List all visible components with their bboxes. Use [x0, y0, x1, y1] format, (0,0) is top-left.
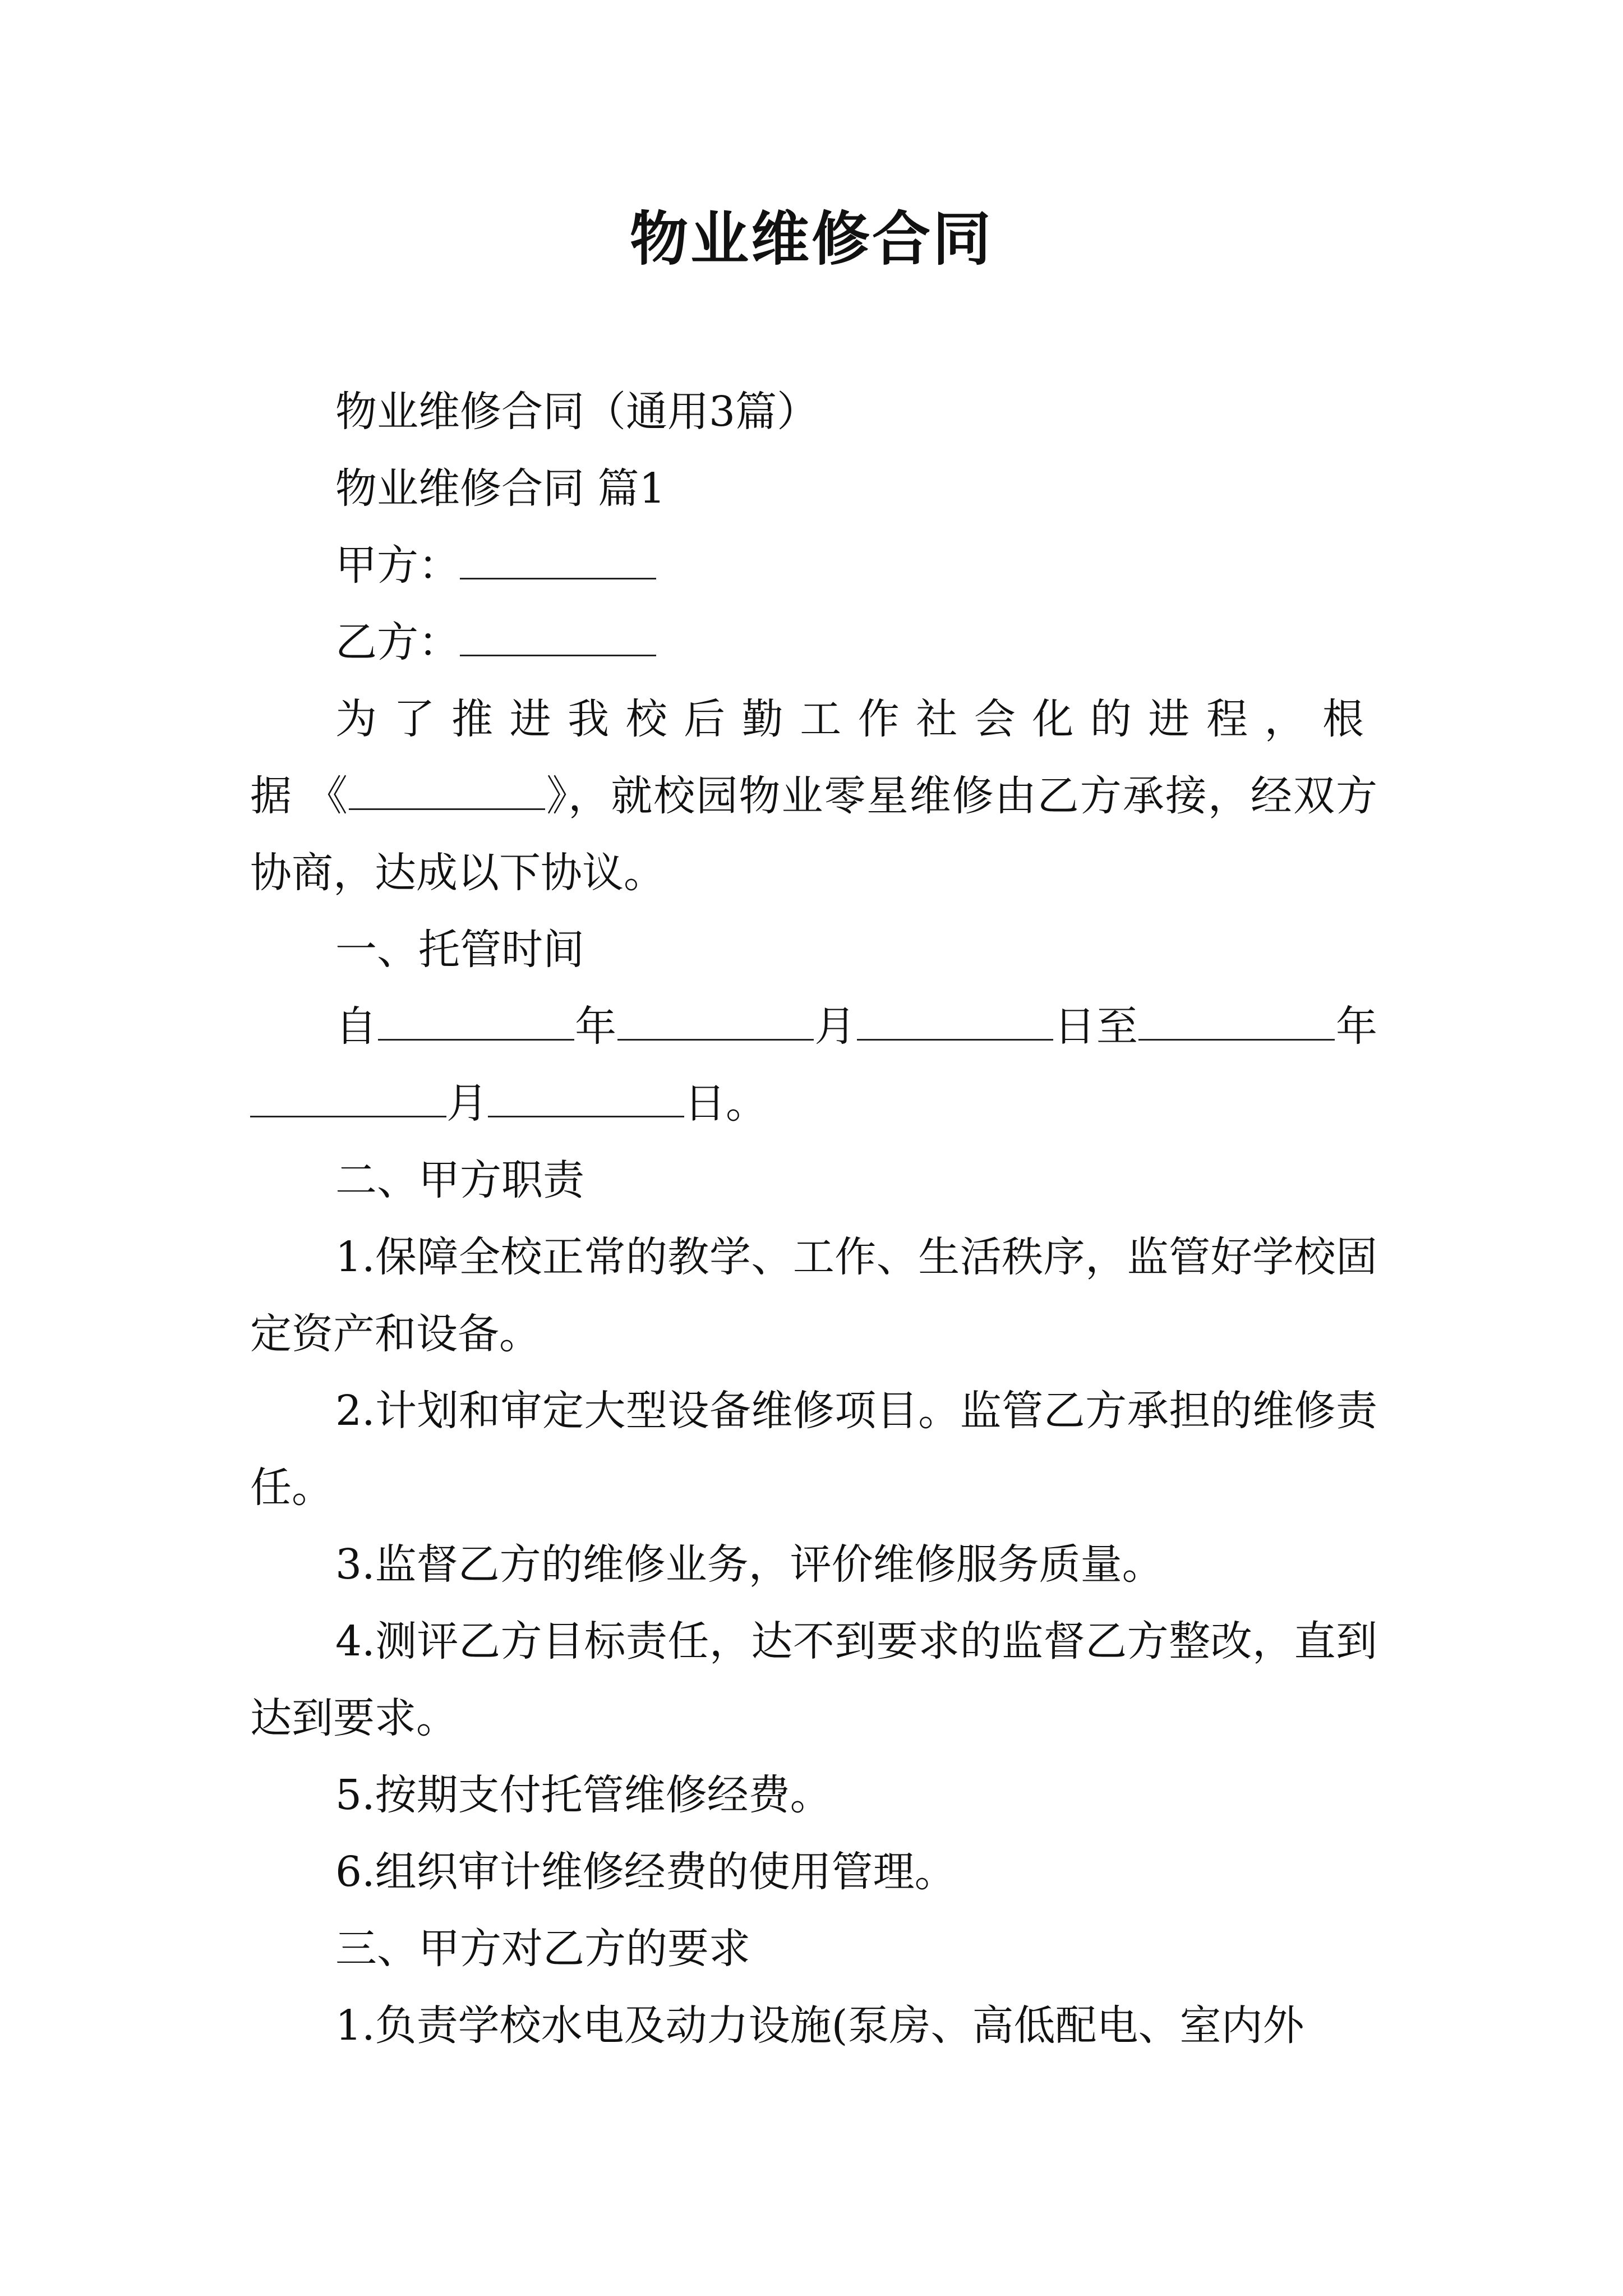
section-heading-3: 三、甲方对乙方的要求	[335, 1925, 750, 1973]
part-heading: 物业维修合同 篇1	[335, 464, 666, 513]
subtitle: 物业维修合同（通用3篇）	[335, 388, 819, 436]
party-b-label: 乙方：	[335, 618, 460, 666]
intro-open-bracket: 《	[306, 772, 349, 820]
party-a-duty-2: 2.计划和审定大型设备维修项目。监管乙方承担的维修责任。	[250, 1387, 1377, 1512]
intro-text-1: 为了推进我校后勤工作社会化的进程，根据	[250, 695, 1377, 820]
section-heading-1: 一、托管时间	[335, 926, 584, 974]
term-start-year-blank	[378, 1001, 574, 1041]
term-end-month-blank	[250, 1078, 446, 1117]
term-start-month-blank	[617, 1001, 814, 1041]
term-year-label: 年	[574, 1002, 617, 1051]
party-a-duty-3: 3.监督乙方的维修业务，评价维修服务质量。	[335, 1540, 1164, 1589]
party-a-duty-1: 1.保障全校正常的教学、工作、生活秩序，监管好学校固定资产和设备。	[250, 1233, 1377, 1358]
party-a-label: 甲方：	[335, 541, 460, 590]
section-heading-2: 二、甲方职责	[335, 1156, 584, 1204]
term-day-to-label: 日至	[1053, 1002, 1139, 1051]
party-b-blank	[460, 616, 656, 656]
term-start-day-blank	[857, 1001, 1053, 1041]
requirement-1: 1.负责学校水电及动力设施(泵房、高低配电、室内外	[335, 2001, 1304, 2050]
term-month2-label: 月	[446, 1079, 488, 1128]
term-day2-label: 日。	[684, 1079, 767, 1128]
party-a-blank	[460, 540, 656, 579]
term-year2-label: 年	[1335, 1002, 1378, 1051]
intro-text-2: 》，就校园物业零星维修由乙方承接，经双方协商，达成以下协议。	[250, 772, 1378, 897]
party-a-duty-5: 5.按期支付托管维修经费。	[335, 1771, 832, 1819]
basis-document-blank	[349, 770, 545, 810]
party-a-duty-6: 6.组织审计维修经费的使用管理。	[335, 1848, 956, 1896]
party-b-line	[250, 604, 1377, 681]
term-end-year-blank	[1138, 1001, 1335, 1041]
document-title: 物业维修合同	[629, 204, 993, 273]
party-a-line	[250, 527, 1377, 604]
document-body	[250, 374, 1377, 2064]
term-end-day-blank	[488, 1078, 684, 1117]
term-month-label: 月	[813, 1002, 857, 1051]
term-paragraph	[250, 988, 1377, 1142]
term-from: 自	[335, 1002, 378, 1051]
party-a-duty-4: 4.测评乙方目标责任，达不到要求的监督乙方整改，直到达到要求。	[250, 1617, 1377, 1742]
intro-paragraph	[250, 681, 1377, 912]
